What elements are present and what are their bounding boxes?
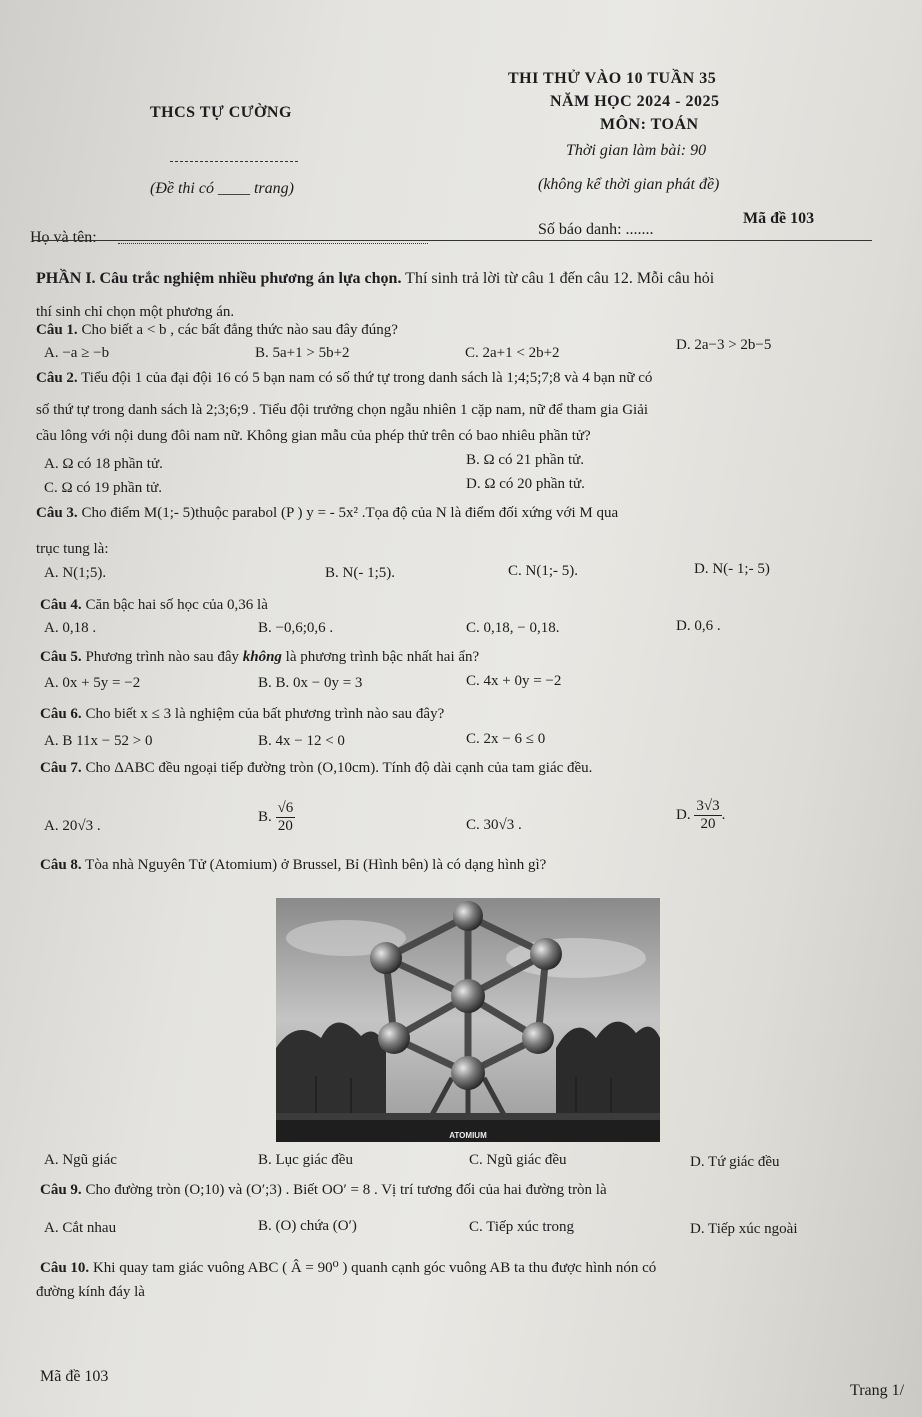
q7-option-c[interactable]: C. 30√3 . [466, 817, 522, 833]
q8-option-c[interactable]: C. Ngũ giác đều [469, 1152, 567, 1168]
q9-option-c[interactable]: C. Tiếp xúc trong [469, 1219, 575, 1235]
name-label: Họ và tên: [30, 229, 97, 246]
q7-d-fraction: $\frac{3√3}{20}$ [696, 798, 720, 832]
school-year: NĂM HỌC 2024 - 2025 [550, 93, 720, 110]
q3-option-d[interactable]: D. N(- 1;- 5) [694, 561, 770, 577]
q3-option-b[interactable]: B. N(- 1;5). [325, 565, 395, 581]
footer-page-number: Trang 1/ [850, 1382, 905, 1399]
page-count: (Đề thi có ____ trang) [150, 180, 294, 197]
part1-heading: PHẦN I. Câu trắc nghiệm nhiều phương án lựa chọn. Thí sinh trả lời từ câu 1 đến câu 12. Mỗi câu hỏi [36, 270, 715, 287]
subject: MÔN: TOÁN [600, 116, 699, 133]
q2-option-a[interactable]: A. Ω có 18 phần tử. [44, 456, 163, 472]
q1-option-a[interactable]: A. −a ≥ −b [44, 345, 110, 361]
atomium-photo [276, 898, 660, 1142]
question-4: Câu 4. Căn bậc hai số học của 0,36 là [40, 597, 268, 613]
question-6: Câu 6. Cho biết x ≤ 3 là nghiệm của bất phương trình nào sau đây? [40, 706, 445, 722]
exam-title: THI THỬ VÀO 10 TUẦN 35 [508, 70, 717, 87]
time-note: (không kể thời gian phát đề) [538, 176, 720, 193]
footer-exam-code: Mã đề 103 [40, 1368, 109, 1385]
question-10-line2: đường kính đáy là [36, 1284, 145, 1300]
q3-option-a[interactable]: A. N(1;5). [44, 565, 107, 581]
q7-b-fraction: $\frac{√6}{20}$ [277, 800, 294, 834]
q7-option-d[interactable]: D. $\frac{3√3}{20}$ . [676, 798, 726, 832]
question-2-line3: cầu lông với nội dung đôi nam nữ. Không gian mẫu của phép thử trên có bao nhiêu phần tử? [36, 428, 591, 444]
question-5: Câu 5. Phương trình nào sau đây không là phương trình bậc nhất hai ẩn? [40, 649, 480, 665]
q9-option-a[interactable]: A. Cắt nhau [44, 1220, 117, 1236]
q4-option-d[interactable]: D. 0,6 . [676, 618, 721, 634]
q5-option-c[interactable]: C. 4x + 0y = −2 [466, 673, 562, 689]
q1-option-d[interactable]: D. 2a−3 > 2b−5 [676, 337, 772, 353]
question-9: Câu 9. Cho đường tròn (O;10) và (O′;3) . Biết OO′ = 8 . Vị trí tương đối của hai đường tròn là [40, 1182, 607, 1198]
q3-option-c[interactable]: C. N(1;- 5). [508, 563, 578, 579]
photo-caption: ATOMIUM [449, 1131, 487, 1140]
question-7: Câu 7. Cho ΔABC đều ngoại tiếp đường tròn (O,10cm). Tính độ dài cạnh của tam giác đều. [40, 760, 593, 776]
question-2-line2: số thứ tự trong danh sách là 2;3;6;9 . Tiểu đội trưởng chọn ngẫu nhiên 1 cặp nam, nữ để tham gia Giải [36, 402, 649, 418]
header-divider [170, 161, 298, 162]
q6-option-b[interactable]: B. 4x − 12 < 0 [258, 733, 345, 749]
q4-option-b[interactable]: B. −0,6;0,6 . [258, 620, 334, 636]
q8-option-a[interactable]: A. Ngũ giác [44, 1152, 117, 1168]
q2-option-b[interactable]: B. Ω có 21 phần tử. [466, 452, 585, 468]
question-10: Câu 10. Khi quay tam giác vuông ABC ( Â = 90⁰ ) quanh cạnh góc vuông AB ta thu được hình nón có [40, 1260, 657, 1276]
q4-option-c[interactable]: C. 0,18, − 0,18. [466, 620, 560, 636]
q1-option-b[interactable]: B. 5a+1 > 5b+2 [255, 345, 350, 361]
header-rule [32, 240, 872, 241]
q1-option-c[interactable]: C. 2a+1 < 2b+2 [465, 345, 560, 361]
question-2: Câu 2. Tiểu đội 1 của đại đội 16 có 5 bạn nam có số thứ tự trong danh sách là 1;4;5;7;8 và 4 bạn nữ có [36, 370, 653, 386]
q2-option-c[interactable]: C. Ω có 19 phần tử. [44, 480, 163, 496]
q6-option-c[interactable]: C. 2x − 6 ≤ 0 [466, 731, 546, 747]
q4-option-a[interactable]: A. 0,18 . [44, 620, 97, 636]
q7-option-a[interactable]: A. 20√3 . [44, 818, 101, 834]
q7-option-b[interactable]: B. $\frac{√6}{20}$ [258, 800, 294, 834]
q8-option-d[interactable]: D. Tứ giác đều [690, 1154, 780, 1170]
q6-option-a[interactable]: A. B 11x − 52 > 0 [44, 733, 153, 749]
q8-option-b[interactable]: B. Lục giác đều [258, 1152, 353, 1168]
school-name: THCS TỰ CƯỜNG [150, 104, 292, 121]
q5-option-a[interactable]: A. 0x + 5y = −2 [44, 675, 141, 691]
question-3: Câu 3. Cho điểm M(1;- 5)thuộc parabol (P ) y = - 5x² .Tọa độ của N là điểm đối xứng với M qua [36, 505, 619, 521]
student-id-label: Số báo danh: ....... [538, 221, 654, 238]
part1-instruction: thí sinh chỉ chọn một phương án. [36, 304, 235, 320]
name-dots [118, 243, 428, 244]
question-8: Câu 8. Tòa nhà Nguyên Tử (Atomium) ở Brussel, Bỉ (Hình bên) là có dạng hình gì? [40, 857, 547, 873]
question-1: Câu 1. Cho biết a < b , các bất đẳng thức nào sau đây đúng? [36, 322, 398, 338]
q9-option-b[interactable]: B. (O) chứa (O′) [258, 1218, 357, 1234]
q2-option-d[interactable]: D. Ω có 20 phần tử. [466, 476, 585, 492]
exam-code: Mã đề 103 [743, 210, 815, 227]
time-limit: Thời gian làm bài: 90 [566, 142, 707, 159]
q5-option-b[interactable]: B. B. 0x − 0y = 3 [258, 675, 363, 691]
question-3-line2: trục tung là: [36, 541, 109, 557]
q9-option-d[interactable]: D. Tiếp xúc ngoài [690, 1221, 798, 1237]
